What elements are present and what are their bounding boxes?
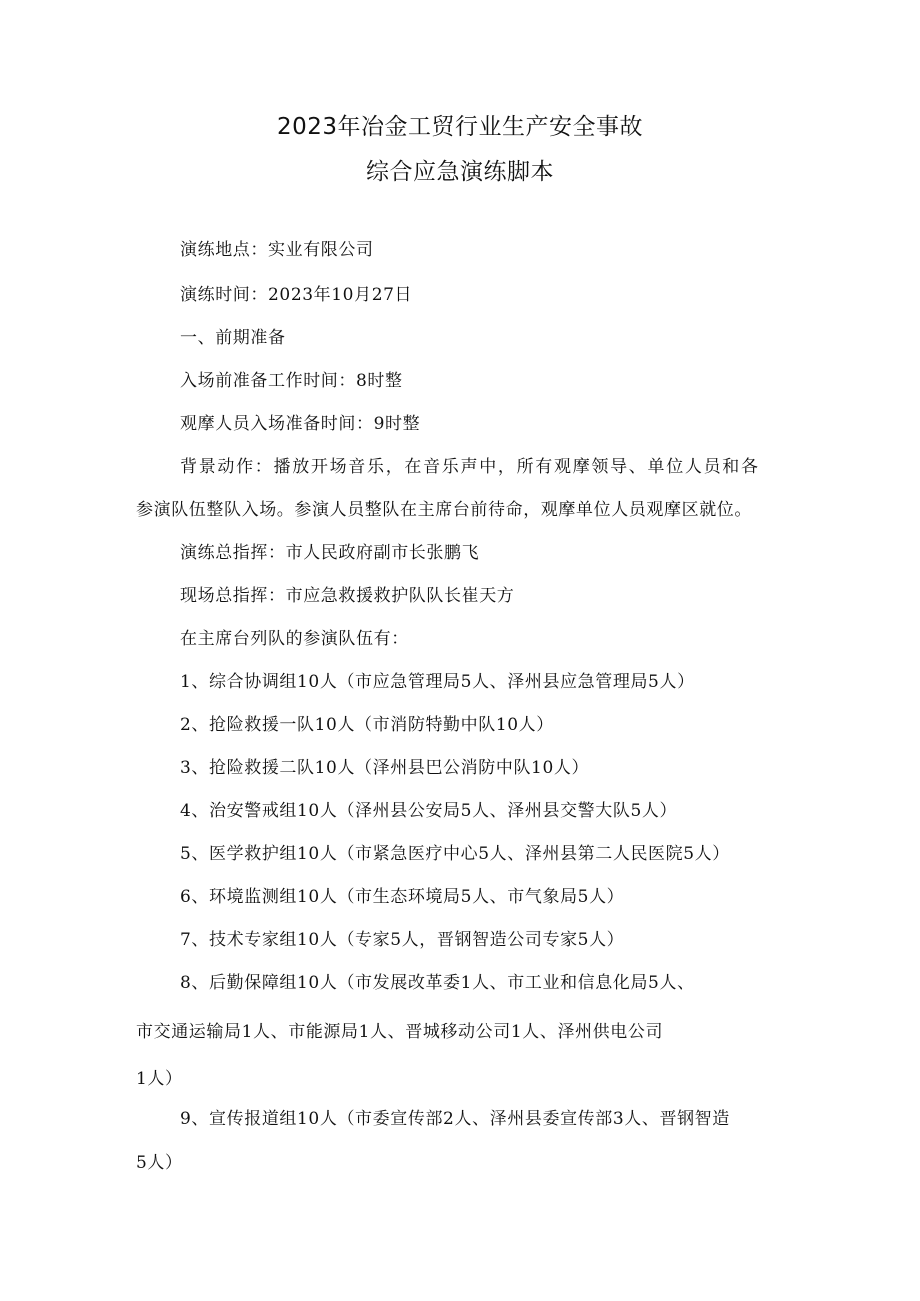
team-item-8-line1: 8、后勤保障组10人（市发展改革委1人、市工业和信息化局5人、 (180, 973, 695, 993)
team-item: 2、抢险救援一队10人（市消防特勤中队10人） (180, 715, 554, 735)
section-preparation-heading: 一、前期准备 (180, 328, 286, 348)
team-item: 5、医学救护组10人（市紧急医疗中心5人、泽州县第二人民医院5人） (180, 844, 730, 864)
team-item: 7、技术专家组10人（专家5人，晋钢智造公司专家5人） (180, 930, 625, 950)
team-item: 6、环境监测组10人（市生态环境局5人、市气象局5人） (180, 887, 625, 907)
observer-time: 观摩人员入场准备时间：9时整 (180, 414, 421, 434)
team-item: 4、治安警戒组10人（泽州县公安局5人、泽州县交警大队5人） (180, 801, 678, 821)
document-title-line2: 综合应急演练脚本 (366, 159, 554, 185)
drill-time: 演练时间：2023年10月27日 (180, 285, 413, 305)
team-item-8-line3: 1人） (136, 1069, 183, 1089)
team-item-9-line2: 5人） (136, 1153, 183, 1173)
team-item-9-line1: 9、宣传报道组10人（市委宣传部2人、泽州县委宣传部3人、晋钢智造 (180, 1109, 730, 1129)
chief-commander: 演练总指挥：市人民政府副市长张鹏飞 (180, 543, 480, 563)
team-item: 1、综合协调组10人（市应急管理局5人、泽州县应急管理局5人） (180, 672, 695, 692)
background-action-line2: 参演队伍整队入场。参演人员整队在主席台前待命，观摩单位人员观摩区就位。 (136, 500, 752, 520)
background-action-line1: 背景动作：播放开场音乐，在音乐声中，所有观摩领导、单位人员和各 (180, 457, 760, 477)
team-item: 3、抢险救援二队10人（泽州县巴公消防中队10人） (180, 758, 590, 778)
team-item-8-line2: 市交通运输局1人、市能源局1人、晋城移动公司1人、泽州供电公司 (136, 1022, 664, 1042)
teams-intro: 在主席台列队的参演队伍有： (180, 629, 409, 649)
drill-location: 演练地点：实业有限公司 (180, 240, 374, 260)
site-commander: 现场总指挥：市应急救援救护队队长崔天方 (180, 586, 515, 606)
document-title-line1: 2023年冶金工贸行业生产安全事故 (276, 114, 644, 140)
prep-time: 入场前准备工作时间：8时整 (180, 371, 403, 391)
